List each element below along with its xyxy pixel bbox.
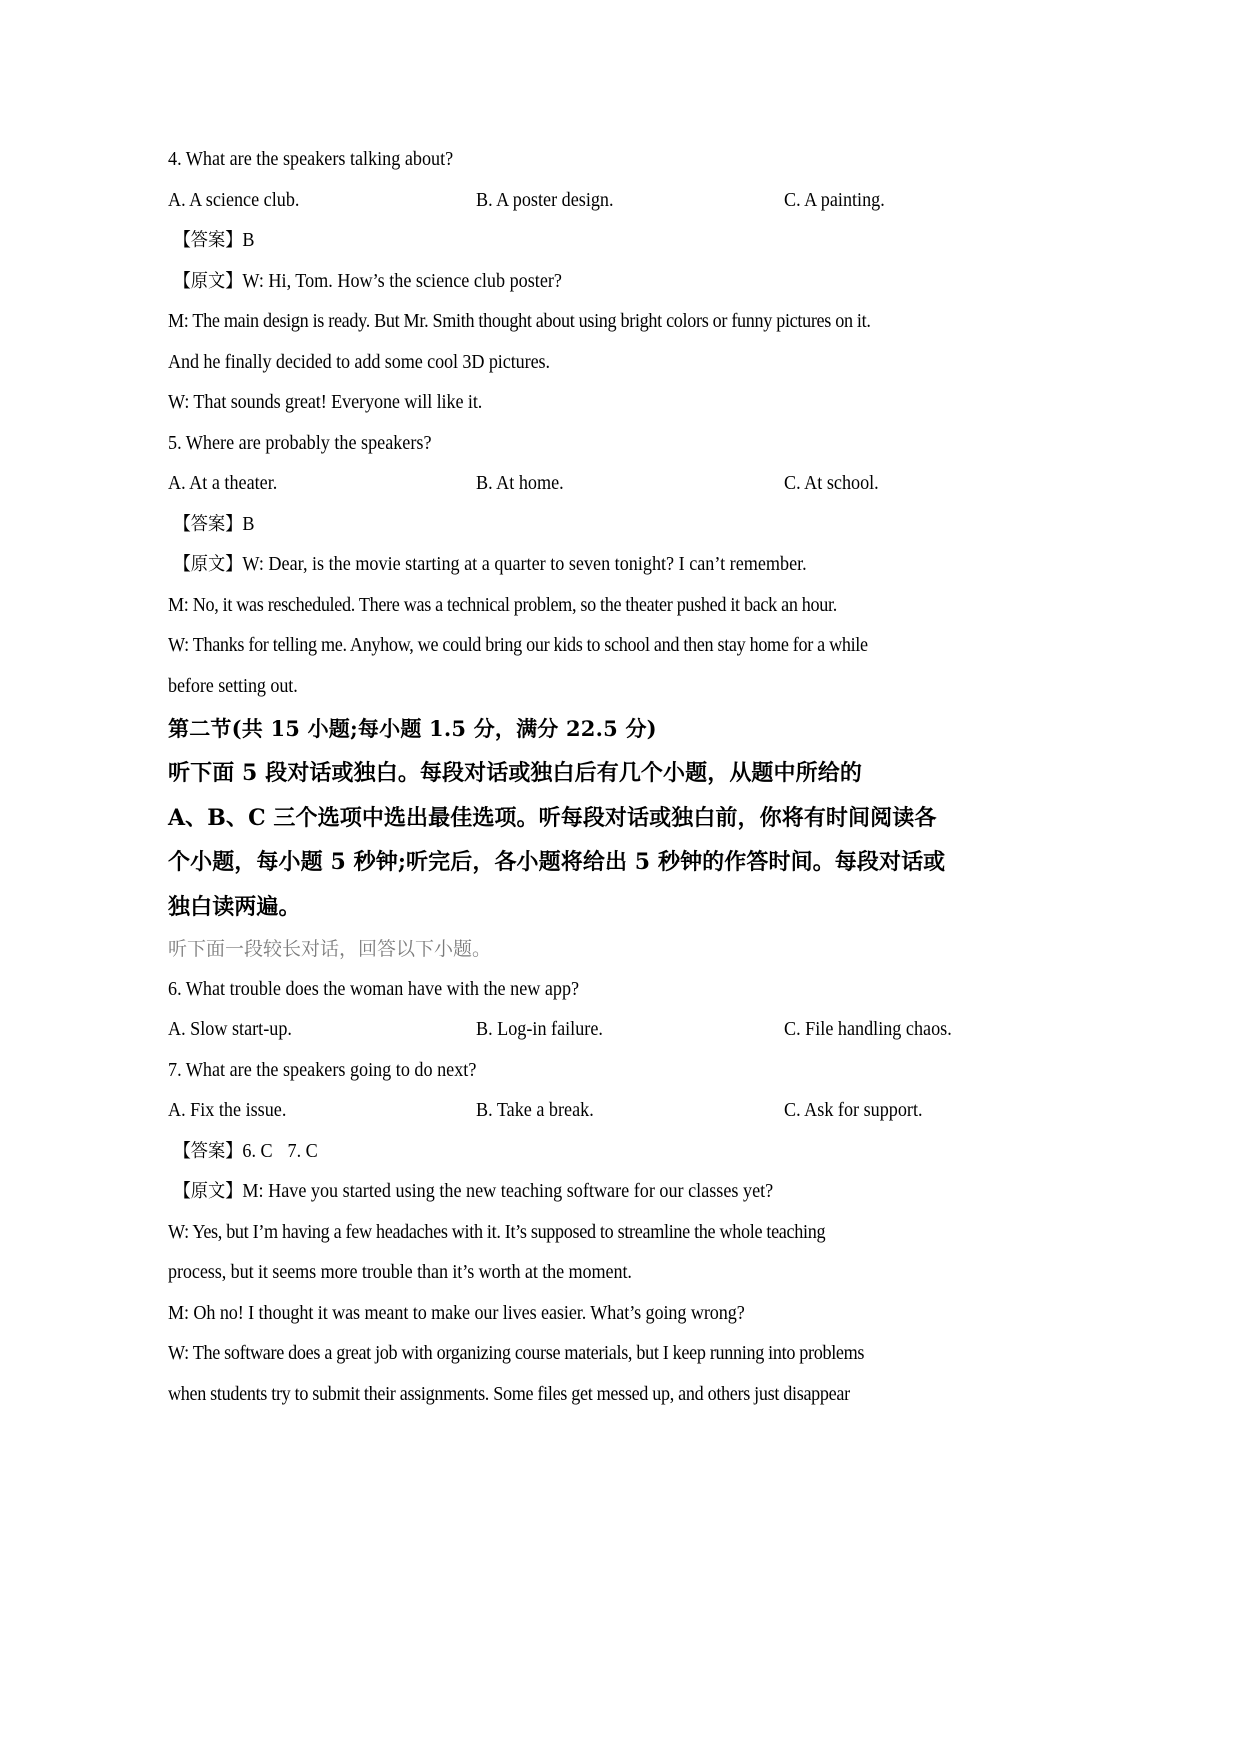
transcript-line-5-3: before setting out. (168, 675, 298, 697)
options-row-4 (168, 181, 968, 222)
option-6-c[interactable]: C. File handling chaos. (784, 1019, 952, 1040)
transcript-line-group-3: M: Oh no! I thought it was meant to make our lives easier. What’s going wrong? (168, 1302, 745, 1324)
option-4-c[interactable]: C. A painting. (784, 189, 885, 211)
option-7-c[interactable]: C. Ask for support. (784, 1100, 923, 1121)
option-4-b[interactable]: B. A poster design. (476, 189, 614, 211)
answer-value-5: B (242, 513, 255, 535)
answer-value-4: B (242, 230, 255, 251)
instruction-line-2: A、B、C 三个选项中选出最佳选项。听每段对话或独白前，你将有时间阅读各 (168, 804, 937, 831)
question-stem-4: 4. What are the speakers talking about? (168, 149, 454, 170)
instruction-line-3: 个小题，每小题 5 秒钟;听完后，各小题将给出 5 秒钟的作答时间。每段对话或 (168, 849, 946, 875)
question-stem-6: 6. What trouble does the woman have with the new app? (168, 978, 580, 1000)
option-5-b[interactable]: B. At home. (476, 473, 564, 494)
question-stem-5: 5. Where are probably the speakers? (168, 432, 432, 454)
transcript-tag: 【原文】 (173, 270, 243, 292)
instruction-line-1: 听下面 5 段对话或独白。每段对话或独白后有几个小题，从题中所给的 (168, 760, 862, 786)
option-4-a[interactable]: A. A science club. (168, 189, 300, 211)
answer-tag: 【答案】 (173, 513, 243, 535)
options-row-6 (168, 1010, 968, 1051)
answer-line-5 (168, 505, 912, 546)
question-stem-7: 7. What are the speakers going to do next? (168, 1059, 477, 1081)
transcript-line-group-5: when students try to submit their assignments. Some files get messed up, and others just disappear (168, 1383, 850, 1405)
transcript-line-4-2: And he finally decided to add some cool 3D pictures. (168, 351, 550, 373)
transcript-text: W: Hi, Tom. How’s the science club poster? (242, 270, 562, 292)
option-7-b[interactable]: B. Take a break. (476, 1100, 594, 1121)
answer-tag: 【答案】 (173, 230, 243, 251)
option-7-a[interactable]: A. Fix the issue. (168, 1100, 287, 1121)
transcript-tag: 【原文】 (173, 554, 243, 575)
transcript-line-group-2: process, but it seems more trouble than it’s worth at the moment. (168, 1262, 632, 1283)
transcript-line-5-1: M: No, it was rescheduled. There was a technical problem, so the theater pushed it back an hour. (168, 594, 837, 616)
answer-value-7: 7. C (287, 1140, 318, 1162)
transcript-tag: 【原文】 (173, 1181, 243, 1202)
sub-instruction-note: 听下面一段较长对话，回答以下小题。 (168, 938, 492, 960)
instruction-line-4: 独白读两遍。 (168, 893, 301, 920)
section-heading: 第二节(共 15 小题;每小题 1.5 分，满分 22.5 分) (168, 716, 657, 741)
option-5-c[interactable]: C. At school. (784, 473, 879, 494)
option-5-a[interactable]: A. At a theater. (168, 473, 278, 494)
transcript-line-5-0 (168, 545, 912, 586)
transcript-line-4-1: M: The main design is ready. But Mr. Smith thought about using bright colors or funny pictures on it. (168, 311, 871, 332)
option-6-a[interactable]: A. Slow start-up. (168, 1019, 292, 1040)
option-6-b[interactable]: B. Log-in failure. (476, 1019, 603, 1040)
answer-line-group (168, 1132, 912, 1173)
transcript-line-group-4: W: The software does a great job with organizing course materials, but I keep running into problems (168, 1343, 865, 1364)
transcript-line-4-3: W: That sounds great! Everyone will like it. (168, 392, 483, 413)
options-row-7 (168, 1091, 968, 1132)
answer-tag: 【答案】 (173, 1140, 243, 1162)
transcript-text: W: Dear, is the movie starting at a quarter to seven tonight? I can’t remember. (242, 554, 807, 575)
transcript-text: M: Have you started using the new teaching software for our classes yet? (242, 1181, 774, 1202)
page-content (168, 140, 968, 1415)
section-instruction (168, 751, 958, 929)
options-row-5 (168, 464, 968, 505)
transcript-line-5-2: W: Thanks for telling me. Anyhow, we could bring our kids to school and then stay home for a while (168, 635, 868, 656)
answer-value-6: 6. C (242, 1140, 273, 1162)
transcript-line-4-0 (168, 262, 912, 303)
transcript-line-group-1: W: Yes, but I’m having a few headaches with it. It’s supposed to streamline the whole teaching (168, 1221, 826, 1243)
answer-line-4 (168, 221, 912, 262)
transcript-line-group-0 (168, 1172, 912, 1213)
